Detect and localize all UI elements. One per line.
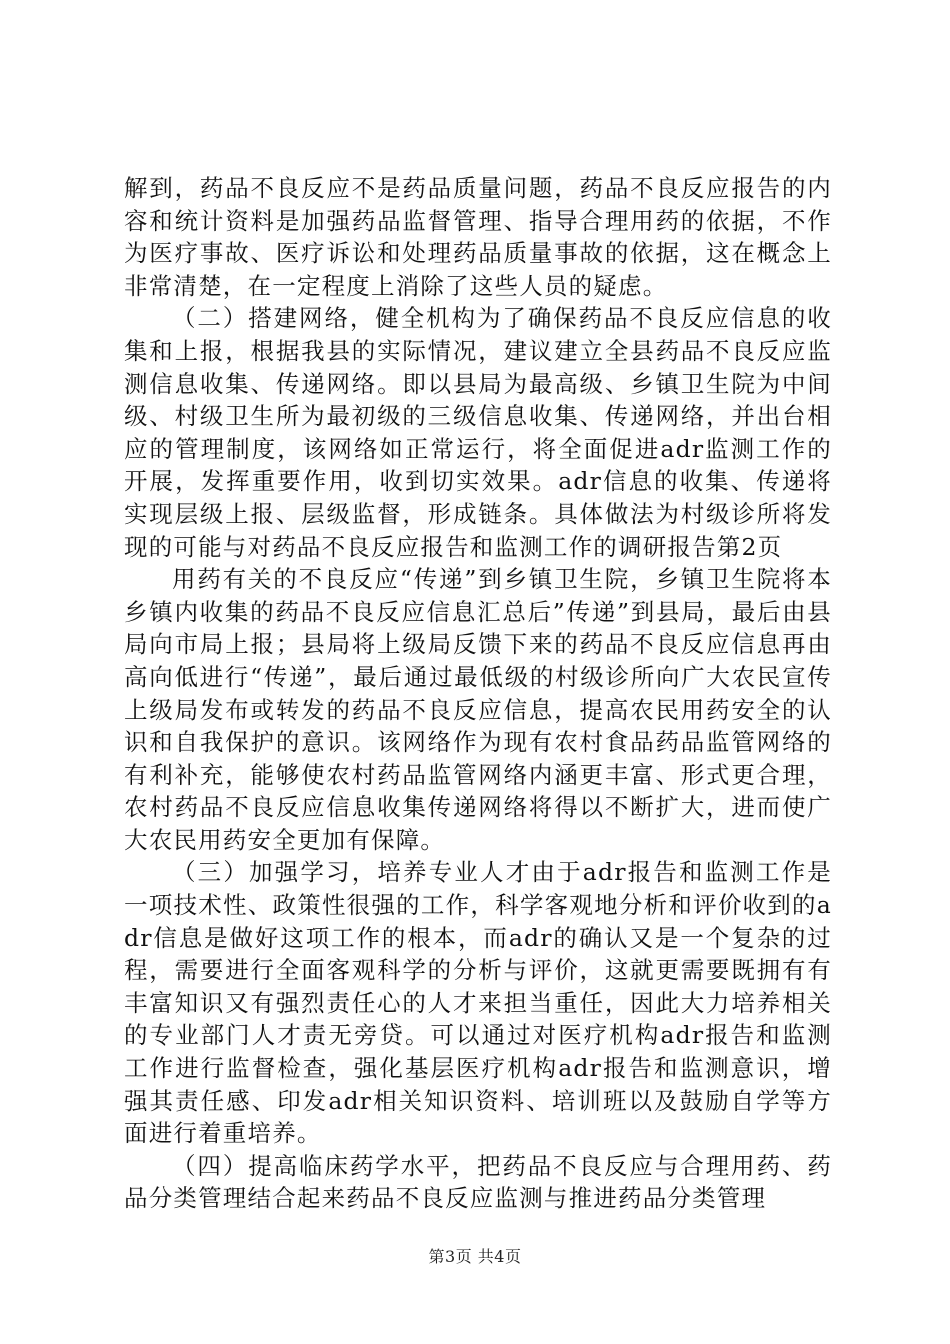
paragraph-section-4: （四）提高临床药学水平，把药品不良反应与合理用药、药品分类管理结合起来药品不良反应监测与推进药品分类管理 <box>124 1151 832 1213</box>
page-footer <box>0 1244 950 1267</box>
paragraph-continuation: 解到，药品不良反应不是药品质量问题，药品不良反应报告的内容和统计资料是加强药品监督管理、指导合理用药的依据，不作为医疗事故、医疗诉讼和处理药品质量事故的依据，这在概念上非常清楚，在一定程度上消除了这些人员的疑虑。 <box>124 174 832 300</box>
paragraph-network-detail: 用药有关的不良反应“传递”到乡镇卫生院，乡镇卫生院将本乡镇内收集的药品不良反应信息汇总后”传递”到县局，最后由县局向市局上报；县局将上级局反馈下来的药品不良反应信息再由高向低进行“传递”，最后通过最低级的村级诊所向广大农民宣传上级局发布或转发的药品不良反应信息，提高农民用药安全的认识和自我保护的意识。该网络作为现有农村食品药品监管网络的有利补充，能够使农村药品监管网络内涵更丰富、形式更合理，农村药品不良反应信息收集传递网络将得以不断扩大，进而使广大农民用药安全更加有保障。 <box>124 565 832 854</box>
page-number-label: 第3页 共4页 <box>428 1247 522 1266</box>
document-body <box>124 172 832 1215</box>
paragraph-section-3: （三）加强学习，培养专业人才由于adr报告和监测工作是一项技术性、政策性很强的工作，科学客观地分析和评价收到的adr信息是做好这项工作的根本，而adr的确认又是一个复杂的过程，需要进行全面客观科学的分析与评价，这就更需要既拥有有丰富知识又有强烈责任心的人才来担当重任，因此大力培养相关的专业部门人才责无旁贷。可以通过对医疗机构adr报告和监测工作进行监督检查，强化基层医疗机构adr报告和监测意识，增强其责任感、印发adr相关知识资料、培训班以及鼓励自学等方面进行着重培养。 <box>124 858 832 1148</box>
paragraph-section-2: （二）搭建网络，健全机构为了确保药品不良反应信息的收集和上报，根据我县的实际情况，建议建立全县药品不良反应监测信息收集、传递网络。即以县局为最高级、乡镇卫生院为中间级、村级卫生所为最初级的三级信息收集、传递网络，并出台相应的管理制度，该网络如正常运行，将全面促进adr监测工作的开展，发挥重要作用，收到切实效果。adr信息的收集、传递将实现层级上报、层级监督，形成链条。具体做法为村级诊所将发现的可能与对药品不良反应报告和监测工作的调研报告第2页 <box>124 304 832 561</box>
